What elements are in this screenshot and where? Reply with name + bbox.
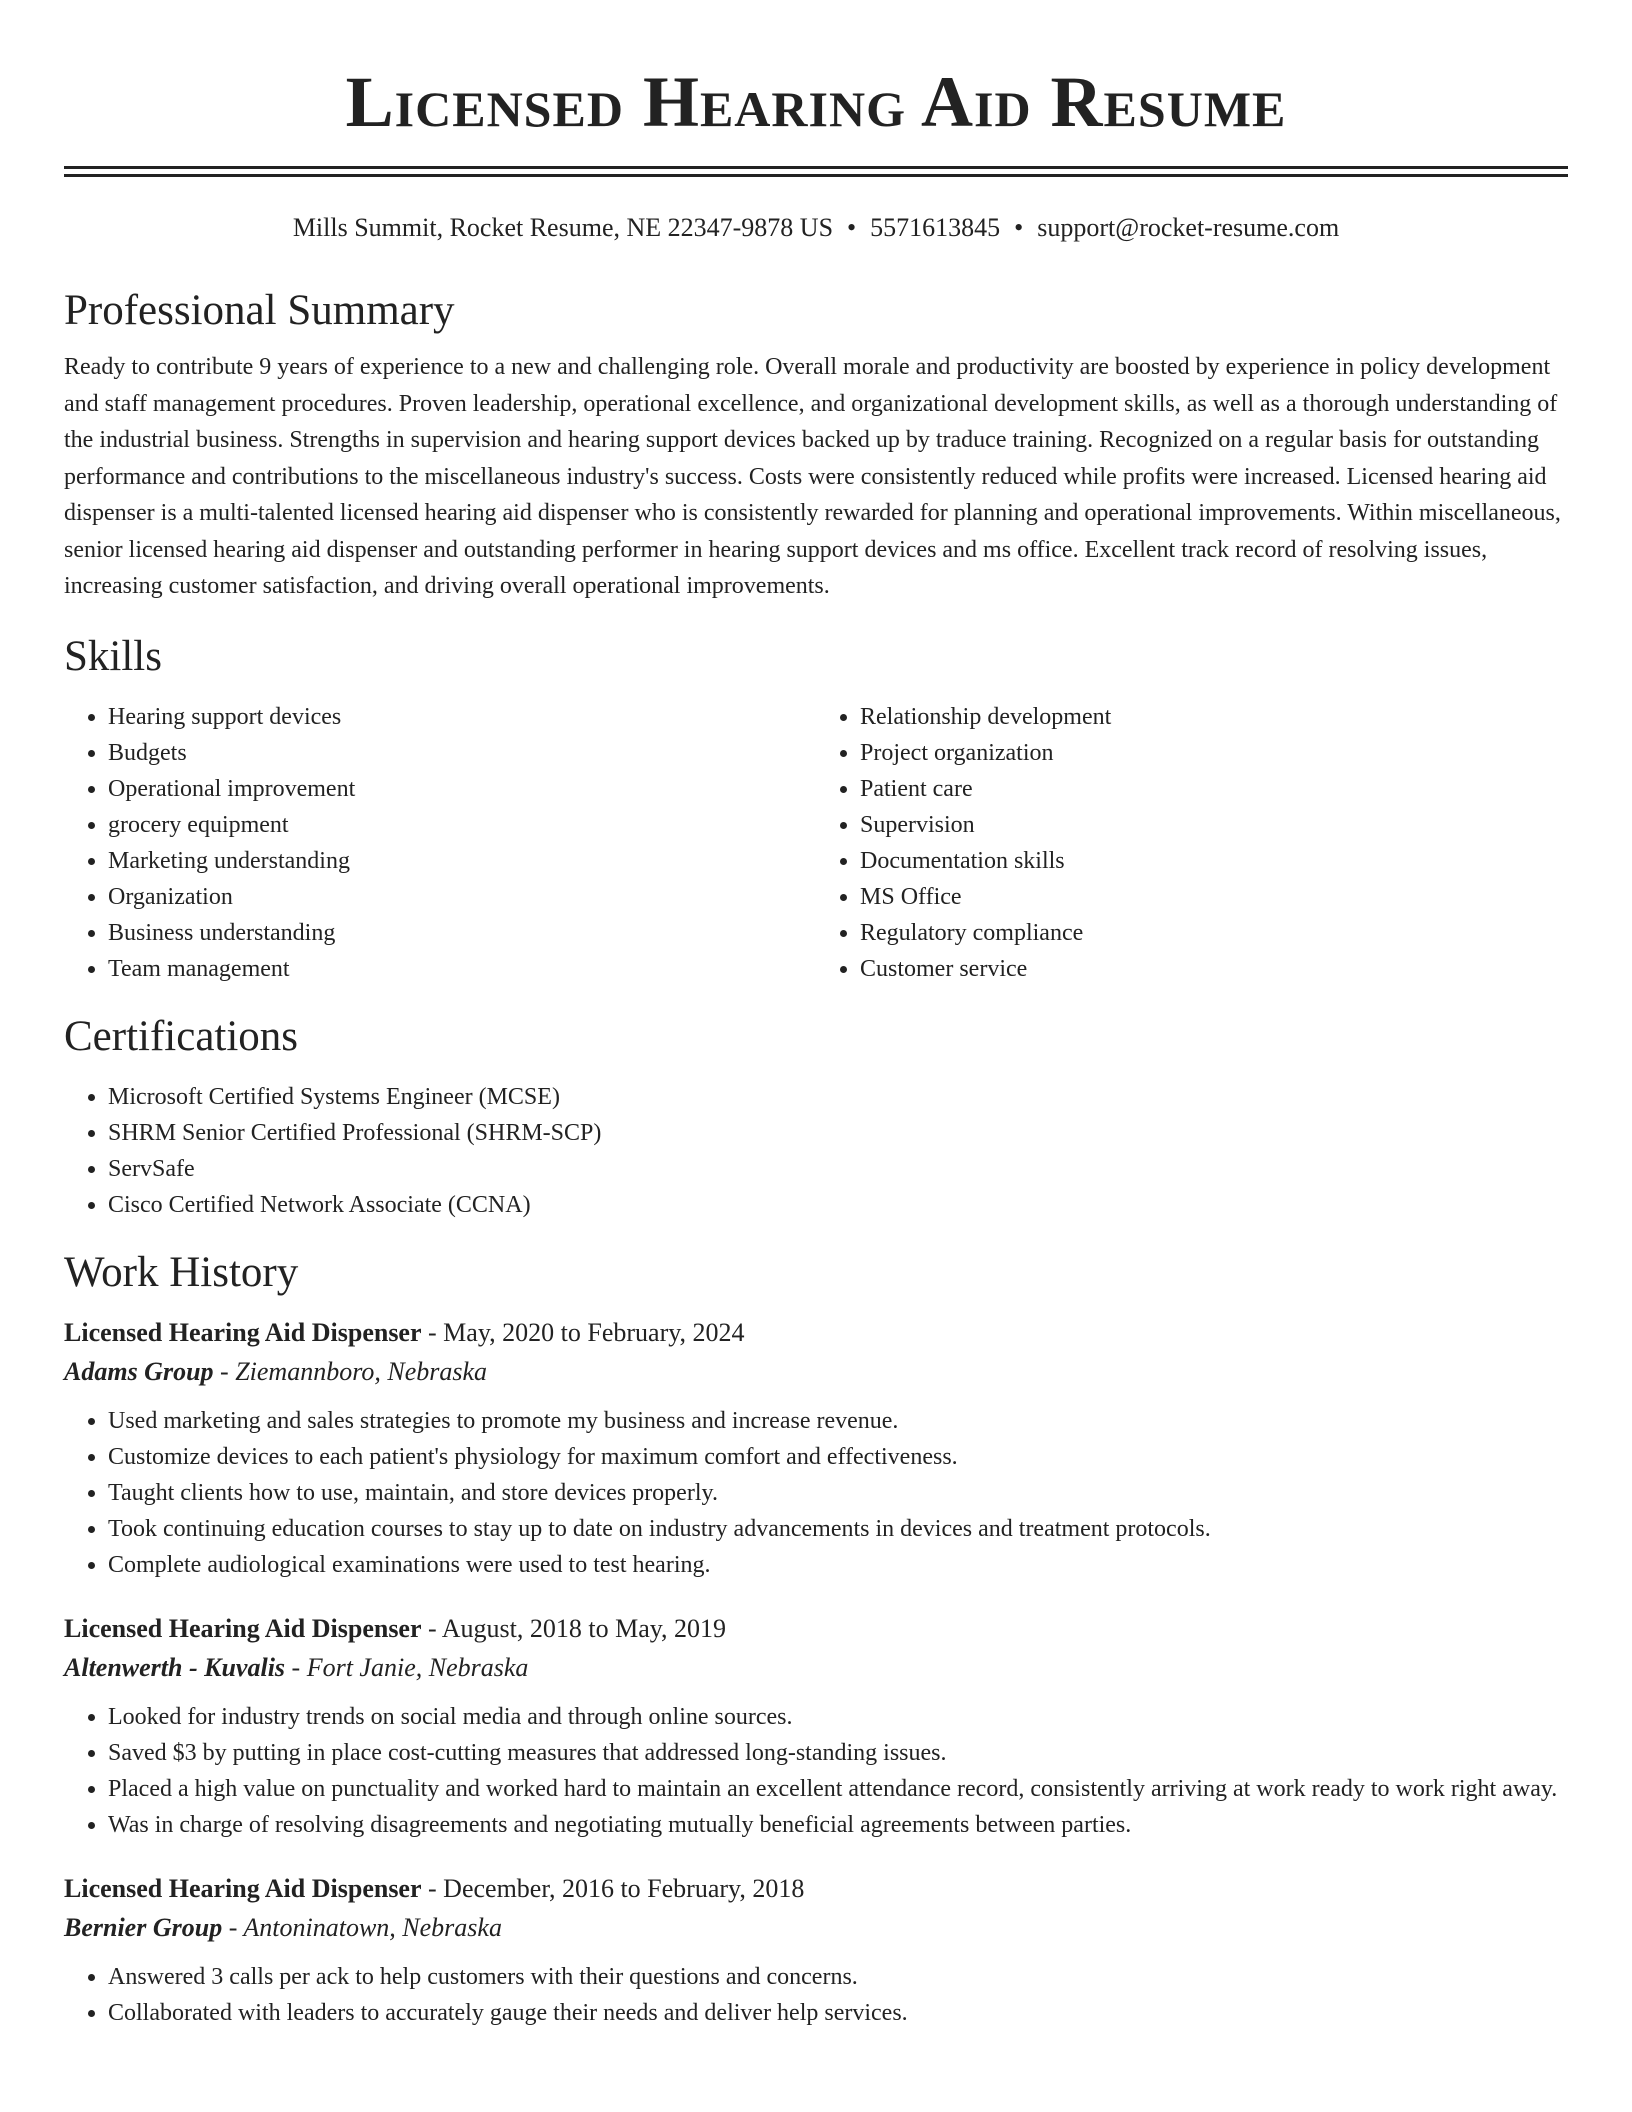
certification-item: • Cisco Certified Network Associate (CCNA)	[108, 1187, 1568, 1223]
skill-item: • Supervision	[860, 807, 1568, 843]
title-double-rule	[64, 166, 1568, 177]
job-company-line	[64, 1353, 1568, 1391]
job-bullet: • Looked for industry trends on social media and through online sources.	[108, 1699, 1568, 1735]
certifications-heading: Certifications	[64, 1012, 299, 1060]
job-company: Bernier Group	[64, 1912, 223, 1942]
job-bullet: • Was in charge of resolving disagreements and negotiating mutually beneficial agreements between parties.	[108, 1807, 1568, 1843]
job-bullet: • Saved $3 by putting in place cost-cutting measures that addressed long-standing issues.	[108, 1735, 1568, 1771]
job-bullet: • Taught clients how to use, maintain, and store devices properly.	[108, 1475, 1568, 1511]
skill-item: • Team management	[108, 951, 816, 987]
job-title-line	[64, 1869, 1568, 1909]
skill-item: • Documentation skills	[860, 843, 1568, 879]
skill-item: • Patient care	[860, 771, 1568, 807]
job-bullet: • Took continuing education courses to stay up to date on industry advancements in devices and treatment protocols.	[108, 1511, 1568, 1547]
contact-separator: •	[1014, 213, 1024, 242]
job-role: Licensed Hearing Aid Dispenser	[64, 1613, 422, 1643]
skills-right-list	[816, 699, 1568, 987]
skill-item: • Marketing understanding	[108, 843, 816, 879]
skill-item: • grocery equipment	[108, 807, 816, 843]
job-dates: - December, 2016 to February, 2018	[421, 1873, 805, 1903]
job-company-line	[64, 1909, 1568, 1947]
skill-item: • MS Office	[860, 879, 1568, 915]
job-location: - Ziemannboro, Nebraska	[213, 1356, 488, 1386]
certification-item: • ServSafe	[108, 1151, 1568, 1187]
skill-item: • Budgets	[108, 735, 816, 771]
job-company: Altenwerth - Kuvalis	[64, 1652, 286, 1682]
work-history-heading: Work History	[64, 1248, 299, 1296]
skill-item: • Hearing support devices	[108, 699, 816, 735]
job-role: Licensed Hearing Aid Dispenser	[64, 1873, 422, 1903]
skill-item: • Relationship development	[860, 699, 1568, 735]
job-entry	[64, 1609, 1568, 1843]
job-bullet: • Collaborated with leaders to accurately gauge their needs and deliver help services.	[108, 1995, 1568, 2031]
job-bullet: • Answered 3 calls per ack to help customers with their questions and concerns.	[108, 1959, 1568, 1995]
certifications-list	[64, 1079, 1568, 1223]
job-dates: - August, 2018 to May, 2019	[421, 1613, 727, 1643]
skills-heading: Skills	[64, 632, 162, 680]
contact-line	[64, 211, 1568, 245]
skill-item: • Operational improvement	[108, 771, 816, 807]
job-bullet: • Placed a high value on punctuality and worked hard to maintain an excellent attendance record, consistently arriving at work ready to work right away.	[108, 1771, 1568, 1807]
job-role: Licensed Hearing Aid Dispenser	[64, 1317, 422, 1347]
job-title-line	[64, 1609, 1568, 1649]
job-location: - Antoninatown, Nebraska	[222, 1912, 502, 1942]
skill-item: • Business understanding	[108, 915, 816, 951]
certification-item: • SHRM Senior Certified Professional (SHRM-SCP)	[108, 1115, 1568, 1151]
skills-columns	[64, 699, 1568, 987]
job-bullet: • Used marketing and sales strategies to promote my business and increase revenue.	[108, 1403, 1568, 1439]
job-company: Adams Group	[64, 1356, 214, 1386]
contact-email: support@rocket-resume.com	[1037, 213, 1340, 242]
skill-item: • Organization	[108, 879, 816, 915]
job-bullets	[64, 1403, 1568, 1583]
resume-title: Licensed Hearing Aid Resume	[345, 62, 1287, 142]
job-company-line	[64, 1649, 1568, 1687]
skill-item: • Regulatory compliance	[860, 915, 1568, 951]
contact-separator: •	[847, 213, 857, 242]
job-entry	[64, 1869, 1568, 2031]
summary-text: Ready to contribute 9 years of experience to a new and challenging role. Overall morale and productivity are boosted by experience in policy development and staff management procedures. Proven leadership, operational excellence, and organizational development skills, as well as a thorough understanding of the industrial business. Strengths in supervision and hearing support devices backed up by traduce training. Recognized on a regular basis for outstanding performance and contributions to the miscellaneous industry's success. Costs were consistently reduced while profits were increased. Licensed hearing aid dispenser is a multi-talented licensed hearing aid dispenser who is consistently rewarded for planning and operational improvements. Within miscellaneous, senior licensed hearing aid dispenser and outstanding performer in hearing support devices and ms office. Excellent track record of resolving issues, increasing customer satisfaction, and driving overall operational improvements.	[64, 354, 1561, 599]
job-location: - Fort Janie, Nebraska	[285, 1652, 529, 1682]
contact-phone: 5571613845	[870, 213, 1001, 242]
skills-left-list	[64, 699, 816, 987]
job-bullets	[64, 1959, 1568, 2031]
job-dates: - May, 2020 to February, 2024	[421, 1317, 745, 1347]
job-title-line	[64, 1313, 1568, 1353]
job-bullets	[64, 1699, 1568, 1843]
skill-item: • Project organization	[860, 735, 1568, 771]
job-bullet: • Customize devices to each patient's physiology for maximum comfort and effectiveness.	[108, 1439, 1568, 1475]
summary-heading: Professional Summary	[64, 287, 455, 334]
job-bullet: • Complete audiological examinations were used to test hearing.	[108, 1547, 1568, 1583]
certification-item: • Microsoft Certified Systems Engineer (MCSE)	[108, 1079, 1568, 1115]
skill-item: • Customer service	[860, 951, 1568, 987]
contact-address: Mills Summit, Rocket Resume, NE 22347-9878 US	[292, 213, 834, 242]
job-entry	[64, 1313, 1568, 1583]
